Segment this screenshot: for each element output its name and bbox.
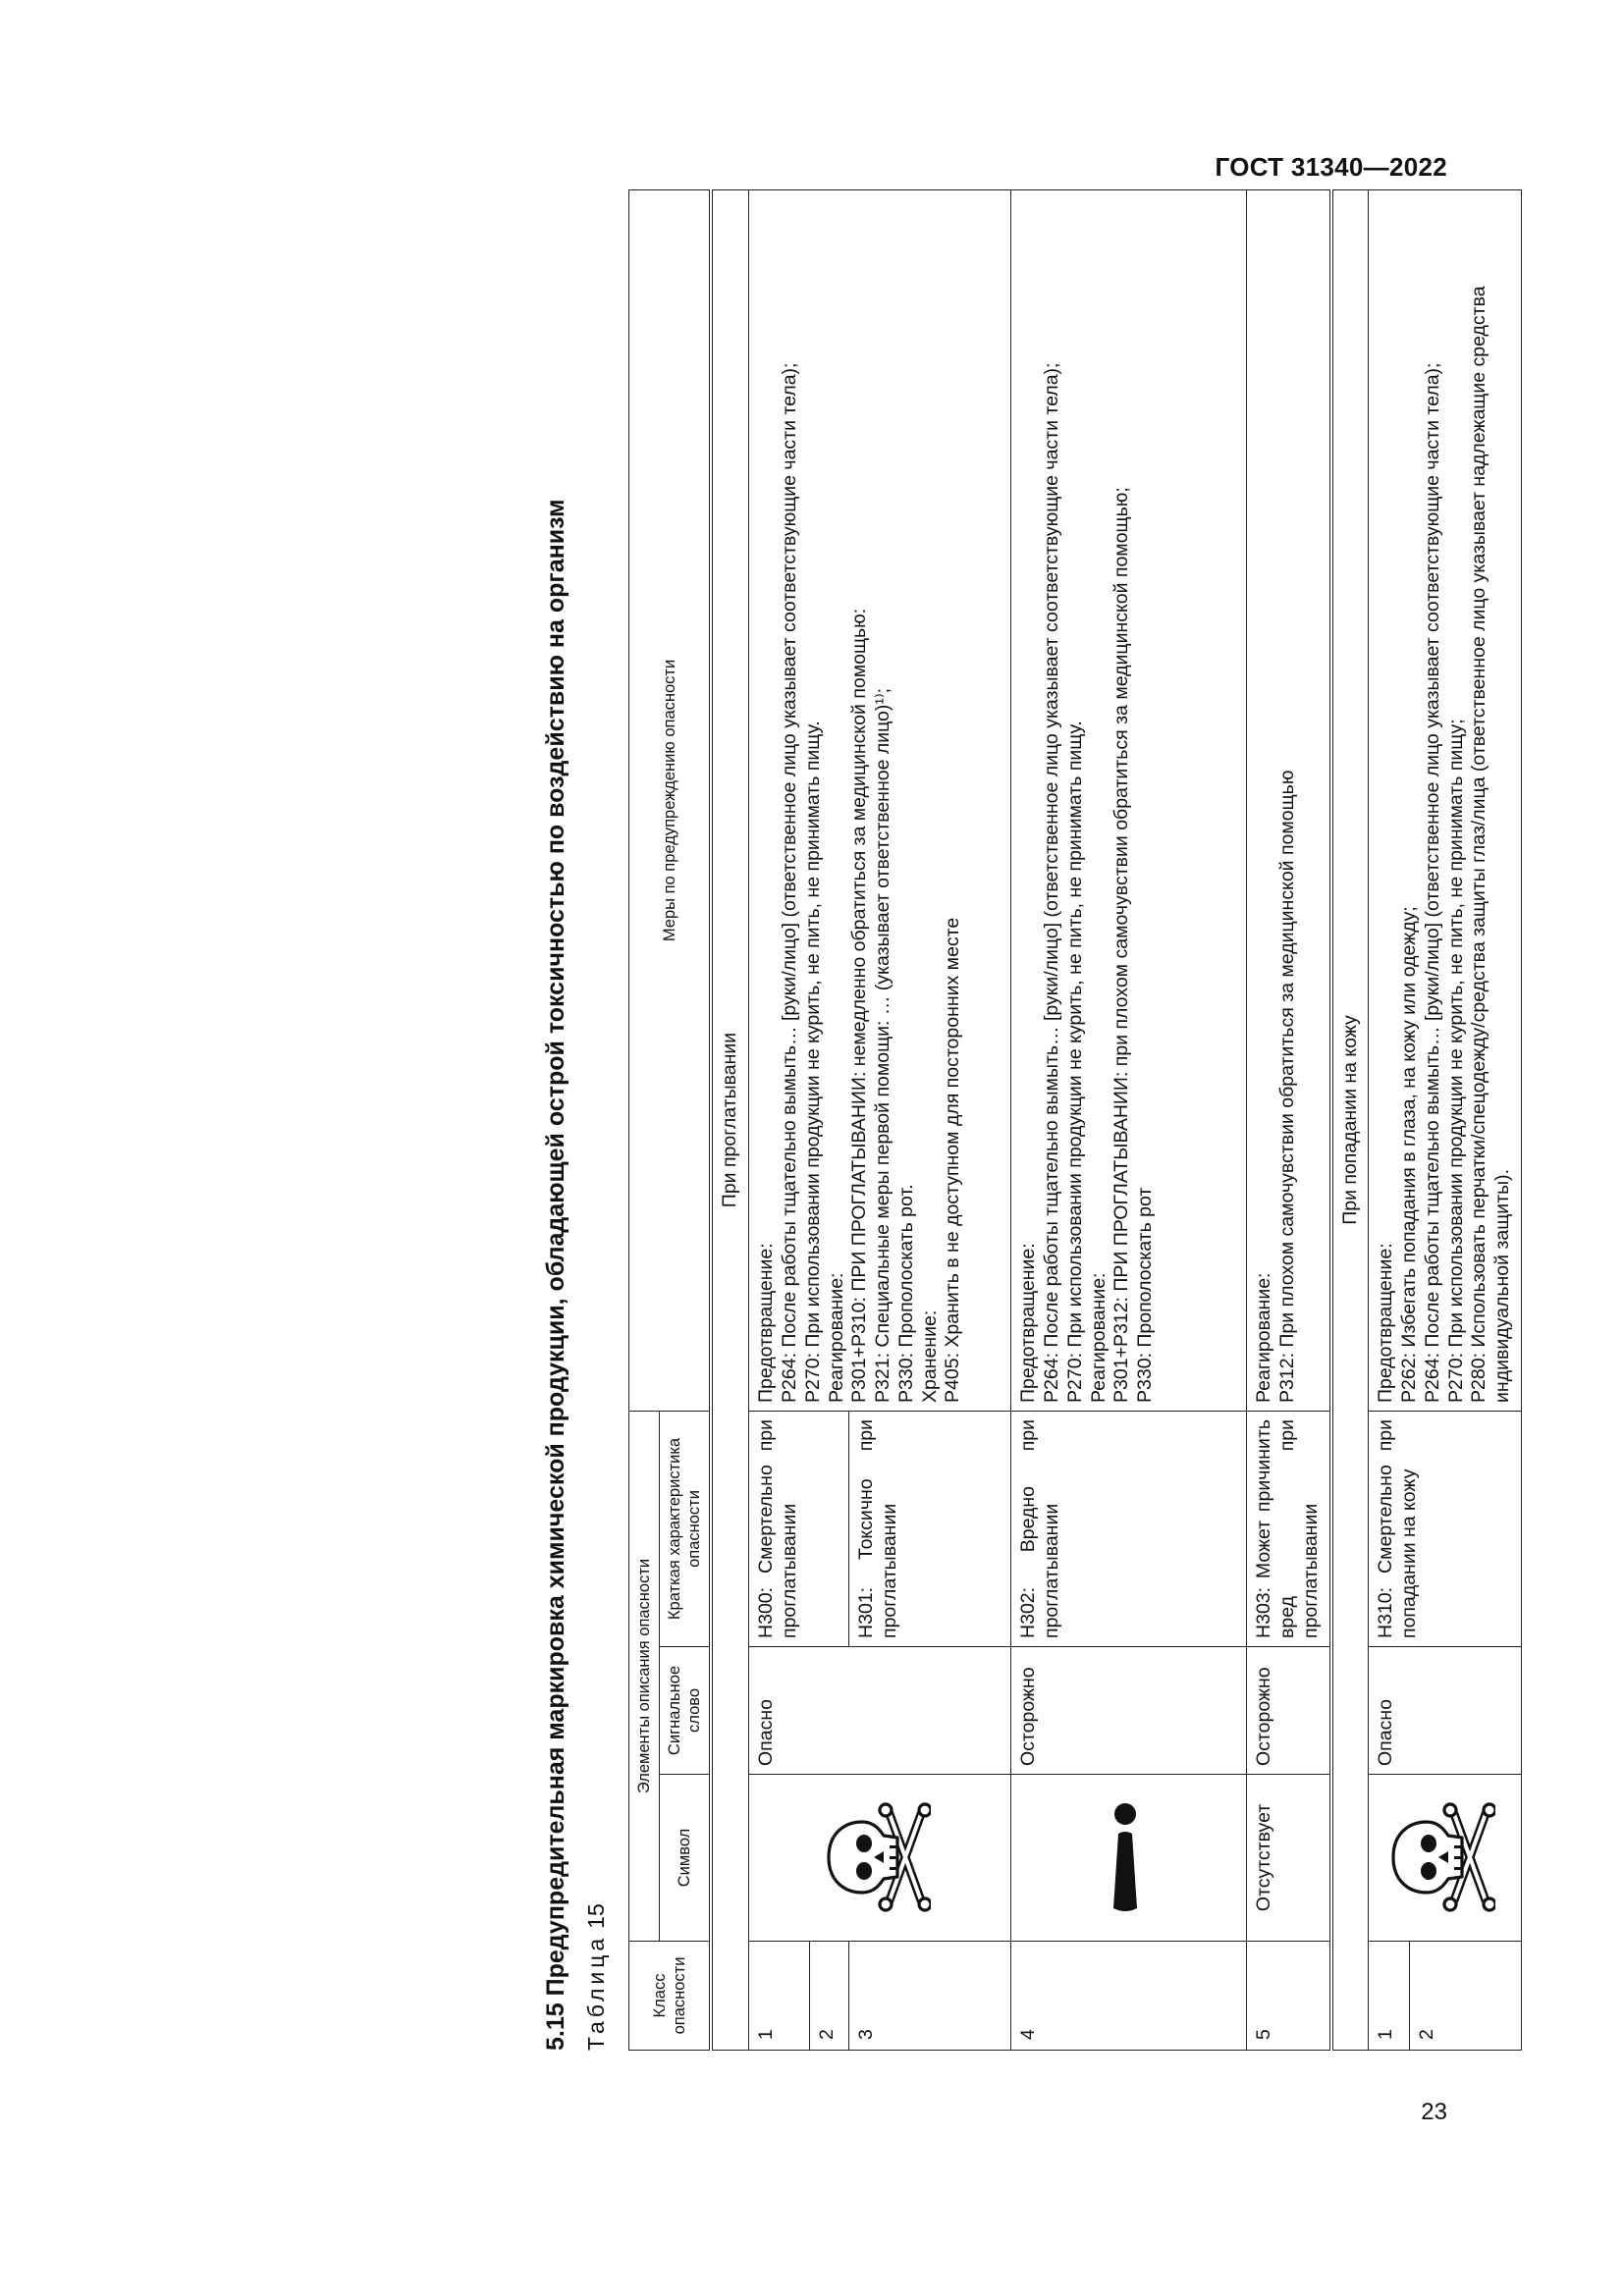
hazard-statement-cell: Н301: Токсично при проглатывании xyxy=(849,1411,1011,1646)
page-number: 23 xyxy=(1421,2099,1447,2125)
class-cell: 1 xyxy=(1369,1941,1410,2050)
measure-line: Р270: При использовании продукции не курить, не пить, не принимать пищу. xyxy=(801,721,824,1403)
measure-line: Предотвращение: xyxy=(1017,1243,1040,1403)
measure-line: Р301+Р310: ПРИ ПРОГЛАТЫВАНИИ: немедленно обратиться за медицинской помощью: xyxy=(848,608,871,1403)
precautionary-measures-cell xyxy=(1247,189,1331,1411)
header-elements: Элементы описания опасности xyxy=(629,1411,660,1941)
table-word: Таблица xyxy=(583,1934,609,2051)
signal-word-cell: Осторожно xyxy=(1011,1646,1247,1774)
measure-line: Предотвращение: xyxy=(1375,1243,1397,1403)
class-cell: 5 xyxy=(1247,1941,1331,2050)
document-header: ГОСТ 31340—2022 xyxy=(1215,152,1447,182)
measure-line: Р405: Хранить в не доступном для посторонних месте xyxy=(942,917,964,1403)
skull-crossbones-icon xyxy=(1387,1798,1495,1916)
measure-line: Р301+Р312: ПРИ ПРОГЛАТЫВАНИИ: при плохом самочувствии обратиться за медицинской помощью; xyxy=(1110,487,1133,1403)
skull-crossbones-icon xyxy=(823,1798,931,1916)
measure-line: Р270: При использовании продукции не курить, не пить, не принимать пищу; xyxy=(1444,719,1467,1403)
measure-line: Р321: Специальные меры первой помощи: … (указывает ответственное лицо)¹⁾; xyxy=(872,687,894,1403)
measure-line: Хранение: xyxy=(918,1309,941,1403)
measure-line: Предотвращение: xyxy=(755,1243,778,1403)
section-heading-swallowing: При проглатывании xyxy=(711,189,748,2050)
header-hazard: Краткая характеристика опасности xyxy=(660,1411,712,1646)
hazard-statement-cell: Н310: Смертельно при попадании на кожу xyxy=(1369,1411,1522,1646)
signal-word-cell: Опасно xyxy=(749,1646,1011,1774)
header-class: Класс опасности xyxy=(629,1941,712,2050)
measure-line: Р312: При плохом самочувствии обратиться за медицинской помощью xyxy=(1275,770,1298,1403)
symbol-cell xyxy=(749,1774,1011,1941)
precautionary-measures-cell xyxy=(749,189,1011,1411)
rotated-page-content xyxy=(542,166,1624,2080)
measure-line: Р264: После работы тщательно вымыть… [руки/лицо] (ответственное лицо указывает соответствующие части тела); xyxy=(1421,362,1443,1403)
class-cell: 3 xyxy=(849,1941,1011,2050)
precautionary-measures-cell xyxy=(1369,189,1522,1411)
class-cell: 1 xyxy=(749,1941,810,2050)
signal-word-cell: Осторожно xyxy=(1247,1646,1331,1774)
symbol-cell xyxy=(1369,1774,1522,1941)
hazard-statement-cell: Н300: Смертельно при проглатывании xyxy=(749,1411,849,1646)
table-number: 15 xyxy=(583,1903,609,1929)
measure-line: Р330: Прополоскать рот. xyxy=(894,1184,917,1403)
table-label xyxy=(583,1903,610,2051)
header-measures: Меры по предупреждению опасности xyxy=(629,189,712,1411)
measure-line: Р330: Прополоскать рот xyxy=(1134,1187,1157,1403)
class-cell: 4 xyxy=(1011,1941,1247,2050)
hazard-table xyxy=(628,189,1522,2051)
header-signal: Сигнальное слово xyxy=(660,1646,712,1774)
measure-line: Реагирование: xyxy=(1087,1272,1110,1403)
symbol-cell xyxy=(1011,1774,1247,1941)
hazard-statement-cell: Н303: Может причинить вред при проглатывании xyxy=(1247,1411,1331,1646)
class-cell: 2 xyxy=(810,1941,849,2050)
measure-line: Р264: После работы тщательно вымыть… [руки/лицо] (ответственное лицо указывает соответствующие части тела); xyxy=(778,362,800,1403)
signal-word-cell: Опасно xyxy=(1369,1646,1522,1774)
symbol-cell-absent: Отсутствует xyxy=(1247,1774,1331,1941)
measure-line: Реагирование: xyxy=(825,1272,847,1403)
header-symbol: Символ xyxy=(660,1774,712,1941)
measure-line: Р270: При использовании продукции не курить, не пить, не принимать пищу. xyxy=(1063,721,1086,1403)
class-cell: 2 xyxy=(1409,1941,1521,2050)
section-title: 5.15 Предупредительная маркировка химической продукции, обладающей острой токсичностью по воздействию на организм xyxy=(542,499,569,2051)
measure-line: Р262: Избегать попадания в глаза, на кожу или одежду; xyxy=(1398,906,1421,1403)
measure-line: Реагирование: xyxy=(1253,1272,1275,1403)
exclamation-mark-icon xyxy=(1106,1798,1145,1916)
section-heading-skin-contact: При попадании на кожу xyxy=(1331,189,1369,2050)
measure-line: Р280: Использовать перчатки/спецодежду/средства защиты глаз/лица (ответственное лицо указывает надлежащие средства индивидуальной защиты). xyxy=(1468,286,1514,1403)
precautionary-measures-cell xyxy=(1011,189,1247,1411)
measure-line: Р264: После работы тщательно вымыть… [руки/лицо] (ответственное лицо указывает соответствующие части тела); xyxy=(1040,362,1062,1403)
hazard-statement-cell: Н302: Вредно при проглатывании xyxy=(1011,1411,1247,1646)
